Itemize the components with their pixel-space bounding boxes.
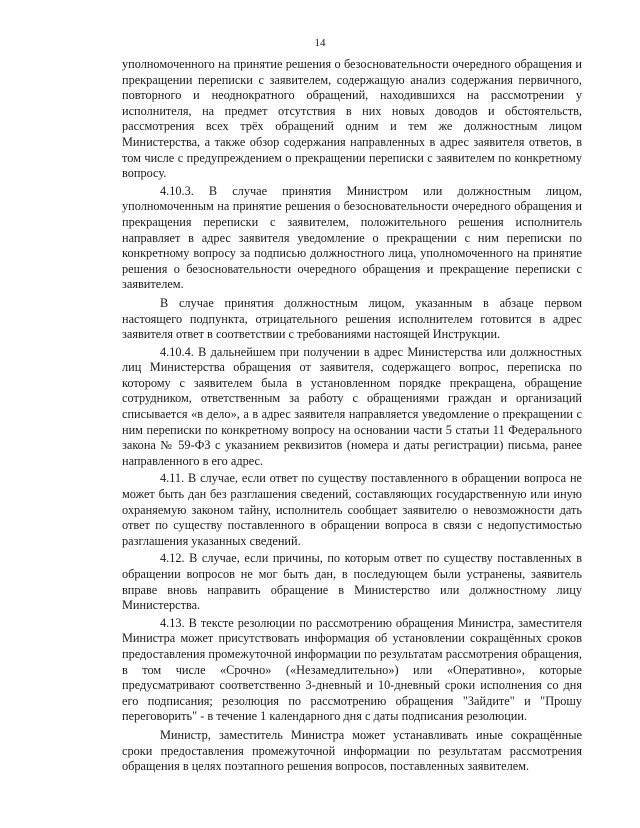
paragraph-4-10-4: 4.10.4. В дальнейшем при получении в адрес Министерства или должностных лиц Министерства обращения от заявителя, содержащего вопрос, переписка по которому с заявителем была в установленном порядке прекращена, обращение сотрудником, ответственным за работу с обращениями граждан и организаций списывается «в дело», а в адрес заявителя направляется уведомление о прекращении с ним переписки по конкретному вопросу на основании части 5 статьи 11 Федерального закона № 59-ФЗ с указанием реквизитов (номера и даты регистрации) письма, ранее направленного в его адрес. — [122, 344, 582, 468]
paragraph-negative-decision: В случае принятия должностным лицом, указанным в абзаце первом настоящего подпункта, отрицательного решения исполнителем готовится в адрес заявителя ответ в соответствии с требованиями настоящей Инструкции. — [122, 295, 582, 342]
paragraph-4-12: 4.12. В случае, если причины, по которым ответ по существу поставленных в обращении вопросов не мог быть дан, в последующем были устранены, заявитель вправе вновь направить обращение в Министерство или должностному лицу Министерства. — [122, 551, 582, 613]
paragraph-minister-deadlines: Министр, заместитель Министра может устанавливать иные сокращённые сроки предоставления промежуточной информации по результатам рассмотрения обращения в целях поэтапного решения вопросов, поставленных заявителем. — [122, 727, 582, 774]
paragraph-continuation: уполномоченного на принятие решения о безосновательности очередного обращения и прекращении переписки с заявителем, содержащую анализ содержания первичного, повторного и неоднократного обращений, находившихся на рассмотрении у исполнителя, на предмет отсутствия в них новых доводов и обстоятельств, рассмотрения всех трёх обращений одним и тем же должностным лицом Министерства, а также обзор содержания направленных в адрес заявителя ответов, в том числе с предупреждением о прекращении переписки с заявителем по конкретному вопросу. — [122, 57, 582, 181]
paragraph-4-11: 4.11. В случае, если ответ по существу поставленного в обращении вопроса не может быть дан без разглашения сведений, составляющих государственную или иную охраняемую законом тайну, исполнитель сообщает заявителю о невозможности дать ответ по существу поставленного в обращении вопроса в связи с недопустимостью разглашения указанных сведений. — [122, 471, 582, 548]
paragraph-4-10-3: 4.10.3. В случае принятия Министром или должностным лицом, уполномоченным на принятие решения о безосновательности очередного обращения и прекращения переписки с заявителем, положительного решения исполнитель направляет в адрес заявителя уведомление о прекращении с ним переписки по конкретному вопросу за подписью должностного лица, уполномоченного на принятие решения о безосновательности очередного обращения и прекращение переписки с заявителем. — [122, 183, 582, 292]
paragraph-4-13: 4.13. В тексте резолюции по рассмотрению обращения Министра, заместителя Министра может присутствовать информация об установлении сокращённых сроков предоставления промежуточной информации по результатам рассмотрения обращения, в том числе «Срочно» («Незамедлительно») или «Оперативно», которые предусматривают соответственно 3-дневный и 10-дневный сроки исполнения со дня его подписания; резолюция по рассмотрению обращения "Зайдите" и "Прошу переговорить" - в течение 1 календарного дня с даты подписания резолюции. — [122, 615, 582, 724]
page-number: 14 — [314, 37, 326, 49]
document-body — [122, 57, 582, 777]
